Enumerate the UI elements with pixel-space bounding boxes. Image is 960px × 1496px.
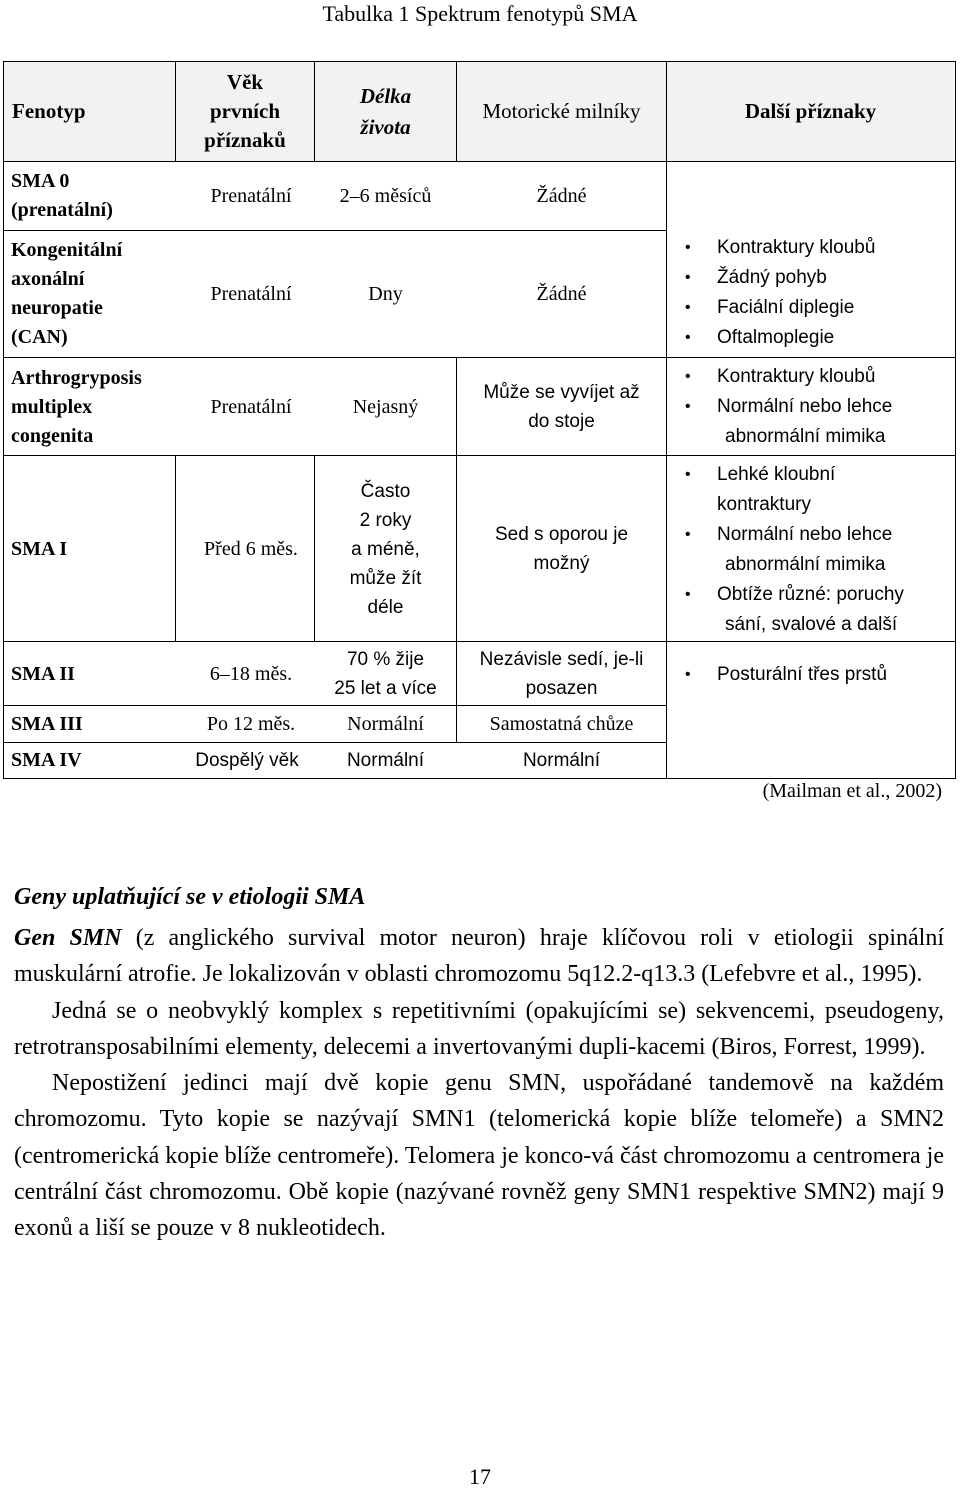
- table-row-sma2-other: [679, 660, 887, 690]
- header-fenotyp: [4, 62, 175, 161]
- table-row-amc-milestones: [457, 361, 666, 453]
- divider: [3, 641, 956, 642]
- life-text: 2–6 měsíců: [339, 184, 432, 207]
- citation: (Mailman et al., 2002): [762, 780, 942, 802]
- milestones-line: do stoje: [528, 411, 595, 432]
- list-item-continuation: sání, svalové a další: [725, 614, 898, 635]
- table-row-amc-life: [315, 361, 456, 453]
- milestones-text: Žádné: [536, 184, 587, 207]
- table-row-sma2-onset: [189, 645, 313, 703]
- onset-text: Dospělý věk: [195, 749, 299, 771]
- milestones-line: možný: [533, 553, 590, 574]
- list-item: • Obtíže různé: poruchy: [679, 580, 904, 610]
- milestones-text: Samostatná chůze: [489, 712, 634, 735]
- life-line: a méně,: [351, 538, 420, 560]
- life-line: 25 let a více: [334, 678, 437, 699]
- header-vek-line: Věk: [226, 70, 264, 94]
- table-row-amc-other: [679, 362, 892, 452]
- table-row-can-phenotype: [11, 233, 171, 355]
- phenotype-line: (CAN): [11, 326, 68, 348]
- text-line: kacemi (Biros, Forrest, 1999).: [636, 1033, 926, 1060]
- list-item: • Lehké kloubní: [679, 460, 904, 490]
- list-item-continuation: abnormální mimika: [725, 426, 886, 447]
- paragraph: [14, 1065, 944, 1246]
- onset-text: Prenatální: [210, 282, 292, 305]
- text-line: (nazývané rovněž geny SMN1 respektive SMN2) mají 9 exonů a liší se pouze: [14, 1179, 944, 1242]
- table-row-can-onset: [189, 233, 313, 355]
- table-row-sma1-onset: [189, 459, 313, 639]
- divider: [3, 230, 667, 231]
- text-line: (Lefebvre et al., 1995).: [701, 961, 923, 988]
- table-row-sma0-phenotype: [11, 163, 171, 229]
- onset-text: Prenatální: [210, 395, 292, 418]
- milestones-line: Může se vyvíjet až: [483, 382, 640, 403]
- life-line: Často: [360, 480, 411, 502]
- gene-name: Gen SMN: [14, 925, 122, 951]
- list-item: • Normální nebo lehce: [679, 520, 904, 550]
- paragraph: [14, 993, 944, 1066]
- table-row-sma4-phenotype: [11, 743, 171, 777]
- table-row-can-milestones: [457, 233, 666, 355]
- table-row-sma4-life: [315, 743, 456, 777]
- text-line: každém chromozomu. Tyto kopie se nazývají SMN1 (telomerická kopie blíže: [14, 1070, 945, 1133]
- divider: [3, 705, 667, 706]
- divider: [175, 61, 176, 161]
- body-text: [14, 920, 944, 1247]
- phenotype-text: SMA III: [11, 712, 83, 735]
- page-number: 17: [469, 1464, 491, 1489]
- phenotype-line: multiplex: [11, 395, 93, 418]
- life-line: může žít: [349, 567, 422, 589]
- table-row-sma4-onset: [179, 743, 315, 777]
- divider: [175, 455, 176, 641]
- header-dalsi: [667, 62, 954, 161]
- list-item: • Žádný pohyb: [679, 263, 875, 293]
- life-text: Nejasný: [352, 395, 419, 418]
- onset-text: Po 12 měs.: [206, 712, 296, 735]
- header-fenotyp-label: Fenotyp: [12, 99, 86, 123]
- phenotype-text: SMA I: [11, 537, 68, 560]
- onset-text: Před 6 měs.: [204, 537, 298, 560]
- onset-text: 6–18 měs.: [209, 662, 293, 685]
- divider: [3, 455, 956, 456]
- table-row-sma0-milestones: [457, 163, 666, 229]
- phenotype-text: SMA II: [11, 662, 75, 685]
- table-row-sma1-milestones: [457, 459, 666, 639]
- header-vek-line: příznaků: [204, 128, 286, 152]
- list-item: • Normální nebo lehce: [679, 392, 892, 422]
- table-row-sma1-other: [679, 460, 904, 640]
- milestones-line: posazen: [525, 678, 598, 699]
- phenotype-line: (prenatální): [11, 199, 113, 221]
- table-row-sma2-life: [315, 645, 456, 703]
- life-text: Dny: [368, 282, 403, 305]
- table-row-sma3-milestones: [457, 706, 666, 742]
- list-item: • Kontraktury kloubů: [679, 362, 892, 392]
- header-vek: [176, 62, 314, 161]
- table-row-amc-onset: [189, 361, 313, 453]
- list-item-continuation: abnormální mimika: [725, 554, 886, 575]
- divider: [3, 742, 667, 743]
- table-row-can-life: [315, 233, 456, 355]
- header-delka-line: života: [360, 114, 411, 139]
- text-line: Jedná se o neobvyklý komplex s repetitivními (opakujícími se) sekvencemi,: [52, 997, 816, 1024]
- text-line: (z anglického survival motor neuron) hraje klíčovou roli v etiologii: [121, 925, 854, 951]
- table-row-amc-phenotype: [11, 361, 171, 453]
- list-item: • Posturální třes prstů: [679, 660, 887, 690]
- table-row-can-other: [679, 233, 875, 353]
- header-delka-line: Délka: [359, 83, 412, 108]
- divider: [3, 357, 956, 358]
- milestones-line: Sed s oporou je: [494, 524, 629, 545]
- divider: [666, 61, 667, 778]
- divider: [456, 61, 457, 161]
- table-row-sma3-life: [315, 706, 456, 742]
- header-delka: [315, 62, 456, 161]
- divider: [3, 161, 956, 162]
- list-item: • Oftalmoplegie: [679, 323, 875, 353]
- divider: [314, 61, 315, 161]
- life-line: 2 roky: [359, 509, 412, 531]
- section-heading: Geny uplatňující se v etiologii SMA: [14, 884, 366, 910]
- header-vek-line: prvních: [209, 99, 280, 123]
- table-row-sma0-life: [315, 163, 456, 229]
- phenotype-line: congenita: [11, 424, 94, 447]
- life-text: Normální: [347, 712, 424, 735]
- table-row-sma1-phenotype: [11, 459, 171, 639]
- table-row-sma0-onset: [189, 163, 313, 229]
- header-milniky: [457, 62, 666, 161]
- phenotype-text: SMA IV: [11, 748, 82, 771]
- table-row-sma3-onset: [189, 706, 313, 742]
- divider: [314, 455, 315, 641]
- text-line: spinální muskulární atrofie. Je lokalizován v oblasti chromozomu 5q12.2-q13.3: [14, 925, 944, 988]
- header-dalsi-label: Další příznaky: [744, 99, 877, 123]
- onset-text: Prenatální: [210, 184, 292, 207]
- milestones-text: Žádné: [536, 282, 587, 305]
- table-row-sma2-phenotype: [11, 645, 171, 703]
- divider: [456, 357, 457, 742]
- table-row-sma4-milestones: [457, 743, 666, 777]
- phenotype-line: SMA 0: [11, 170, 70, 192]
- phenotype-line: Arthrogryposis: [11, 366, 142, 389]
- text-line: vá část chromozomu a centromera je centrální část chromozomu. Obě kopie: [14, 1142, 944, 1206]
- life-line: 70 % žije: [346, 649, 425, 670]
- phenotype-line: Kongenitální: [11, 239, 123, 261]
- phenotype-table: [3, 61, 956, 779]
- life-line: déle: [367, 596, 404, 618]
- table-row-sma1-life: [315, 459, 456, 639]
- table-row-sma2-milestones: [457, 645, 666, 703]
- list-item: • Kontraktury kloubů: [679, 233, 875, 263]
- milestones-text: Normální: [522, 749, 601, 771]
- list-item-continuation: kontraktury: [717, 494, 811, 515]
- life-text: Normální: [346, 749, 425, 771]
- table-row-sma3-phenotype: [11, 706, 171, 742]
- phenotype-line: neuropatie: [11, 297, 103, 319]
- paragraph: [14, 920, 944, 993]
- header-milniky-label: Motorické milníky: [482, 99, 641, 123]
- milestones-line: Nezávisle sedí, je-li: [479, 649, 644, 670]
- text-line: pseudogeny, retrotransposabilními elementy, delecemi a invertovanými dupli-: [14, 997, 944, 1060]
- list-item: • Faciální diplegie: [679, 293, 875, 323]
- text-line: v 8 nukleotidech.: [219, 1215, 386, 1242]
- text-line: Nepostižení jedinci mají dvě kopie genu SMN, uspořádané tandemově na: [52, 1070, 853, 1097]
- text-line: telomeře) a SMN2 (centromerická kopie blíže centromeře). Telomera je konco-: [14, 1106, 945, 1169]
- phenotype-line: axonální: [11, 268, 85, 290]
- table-caption: Tabulka 1 Spektrum fenotypů SMA: [322, 1, 638, 26]
